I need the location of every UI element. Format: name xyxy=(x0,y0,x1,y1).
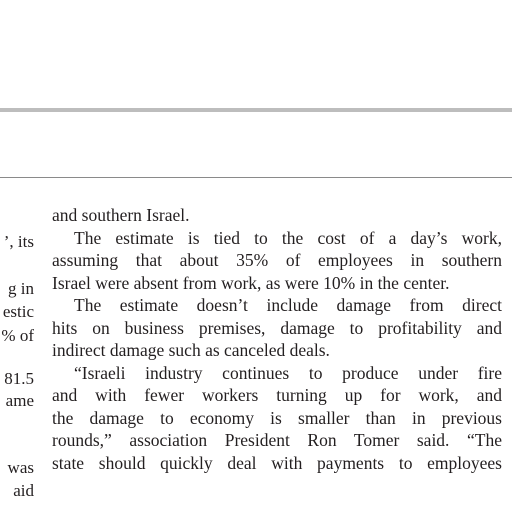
left-column-clipped xyxy=(0,192,34,522)
left-fragment: ’, its xyxy=(3,232,34,251)
left-fragment: estic xyxy=(2,302,34,321)
paragraph-line: The estimate is tied to the cost of a day’s work, xyxy=(74,227,502,248)
left-fragment: 81.5 xyxy=(4,369,34,388)
paragraph-line: Israel were absent from work, as were 10% in the center. xyxy=(52,272,450,293)
left-fragment: was xyxy=(7,458,34,477)
paragraph-line: assuming that about 35% of employees in southern xyxy=(52,250,502,270)
paragraph-line: The estimate doesn’t include damage from direct xyxy=(74,295,502,315)
paragraph-line: hits on business premises, damage to profitability and xyxy=(52,317,502,338)
paragraph-line: the damage to economy is smaller than in previous xyxy=(52,407,502,428)
paragraph-line: “Israeli industry continues to produce under fire xyxy=(74,362,502,383)
section-divider xyxy=(0,177,512,178)
left-fragment: % of xyxy=(1,326,34,345)
paragraph-line: rounds,” association President Ron Tomer said. “The xyxy=(52,430,502,450)
left-fragment: g in xyxy=(8,279,34,298)
article-body xyxy=(52,204,502,474)
paragraph-line: indirect damage such as canceled deals. xyxy=(52,340,330,360)
paragraph-line: and with fewer workers turning up for work, and xyxy=(52,385,502,405)
header-divider xyxy=(0,108,512,112)
paragraph-line: state should quickly deal with payments to employees xyxy=(52,452,502,473)
paragraph-line: and southern Israel. xyxy=(52,205,190,225)
page-top-margin xyxy=(0,0,512,108)
left-fragment: ame xyxy=(5,391,34,410)
left-fragment: aid xyxy=(13,481,34,500)
